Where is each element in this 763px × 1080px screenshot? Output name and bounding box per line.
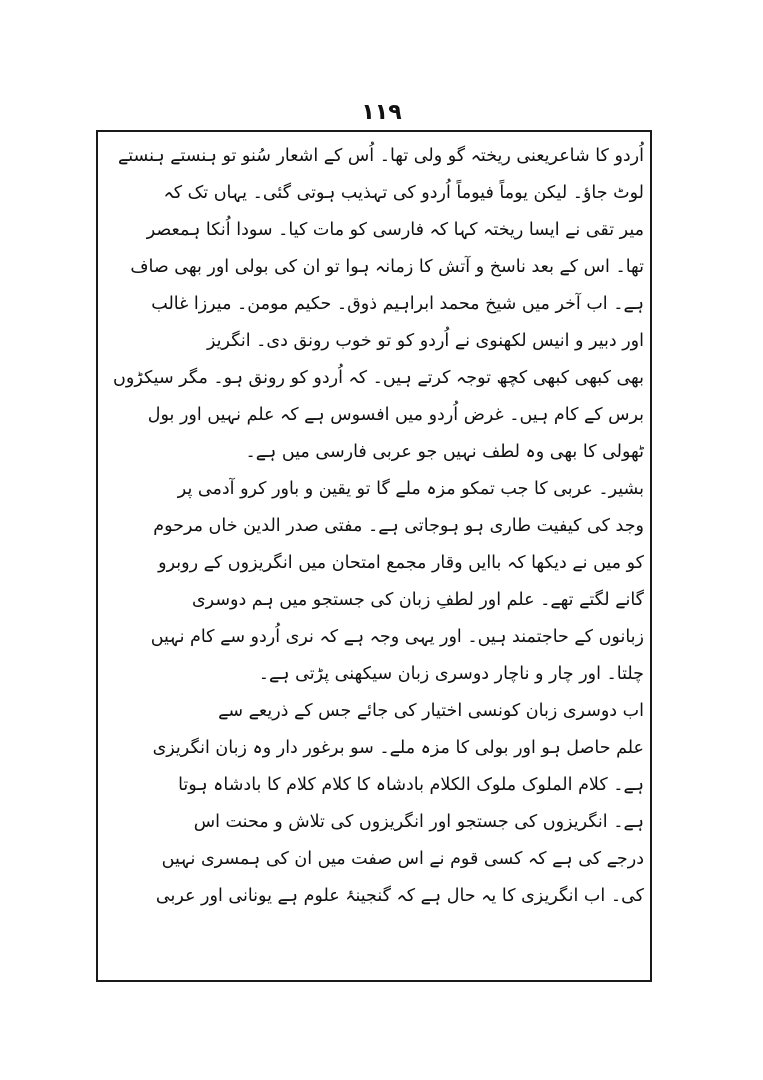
- text-line: اور دبیر و انیس لکھنوی نے اُردو کو تو خوب رونق دی۔ انگریز: [207, 331, 644, 351]
- text-line: وجد کی کیفیت طاری ہو ہوجاتی ہے۔ مفتی صدر الدین خاں مرحوم: [153, 516, 644, 536]
- text-line: میر تقی نے ایسا ریختہ کہا کہ فارسی کو مات کیا۔ سودا اُنکا ہمعصر: [146, 220, 644, 240]
- text-line: ہے۔ انگریزوں کی جستجو اور انگریزوں کی تلاش و محنت اس: [193, 812, 644, 832]
- text-line: ٹھولی کا بھی وہ لطف نہیں جو عربی فارسی میں ہے۔: [245, 442, 644, 462]
- text-line: ہے۔ اب آخر میں شیخ محمد ابراہیم ذوق۔ حکیم مومن۔ میرزا غالب: [151, 294, 644, 314]
- text-line: اب دوسری زبان کونسی اختیار کی جائے جس کے ذریعے سے: [218, 701, 644, 721]
- text-line: کو میں نے دیکھا کہ باایں وقار مجمع امتحان میں انگریزوں کے روبرو: [158, 553, 644, 573]
- text-frame: [96, 130, 652, 982]
- text-line: بھی کبھی کبھی کچھ توجہ کرتے ہیں۔ کہ اُردو کو رونق ہو۔ مگر سیکڑوں: [113, 368, 644, 388]
- text-line: ہے۔ کلام الملوک ملوک الکلام بادشاہ کا کلام کلام کا بادشاہ ہوتا: [178, 775, 644, 795]
- text-line: گانے لگتے تھے۔ علم اور لطفِ زبان کی جستجو میں ہم دوسری: [191, 590, 644, 610]
- page-number: ۱۱۹: [361, 100, 402, 125]
- text-line: زبانوں کے حاجتمند ہیں۔ اور یہی وجہ ہے کہ نری اُردو سے کام نہیں: [150, 627, 644, 647]
- urdu-text-body: [104, 138, 644, 915]
- text-line: تھا۔ اس کے بعد ناسخ و آتش کا زمانہ ہوا تو ان کی بولی اور بھی صاف: [130, 257, 644, 277]
- text-line: درجے کی ہے کہ کسی قوم نے اس صفت میں ان کی ہمسری نہیں: [161, 849, 644, 869]
- text-line: علم حاصل ہو اور بولی کا مزہ ملے۔ سو برغور دار وہ زبان انگریزی: [152, 738, 644, 758]
- text-line: اُردو کا شاعریعنی ریختہ گو ولی تھا۔ اُس کے اشعار سُنو تو ہنستے ہنستے: [117, 146, 644, 166]
- text-line: بشیر۔ عربی کا جب تمکو مزہ ملے گا تو یقین و باور کرو آدمی پر: [177, 479, 644, 499]
- text-line: برس کے کام ہیں۔ غرض اُردو میں افسوس ہے کہ علم نہیں اور بول: [147, 405, 644, 425]
- text-line: چلتا۔ اور چار و ناچار دوسری زبان سیکھنی پڑتی ہے۔: [258, 664, 644, 684]
- text-line: کی۔ اب انگریزی کا یہ حال ہے کہ گنجینۂ علوم ہے یونانی اور عربی: [155, 886, 644, 906]
- text-line: لوٹ جاؤ۔ لیکن یوماً فیوماً اُردو کی تہذیب ہوتی گئی۔ یہاں تک کہ: [163, 183, 644, 203]
